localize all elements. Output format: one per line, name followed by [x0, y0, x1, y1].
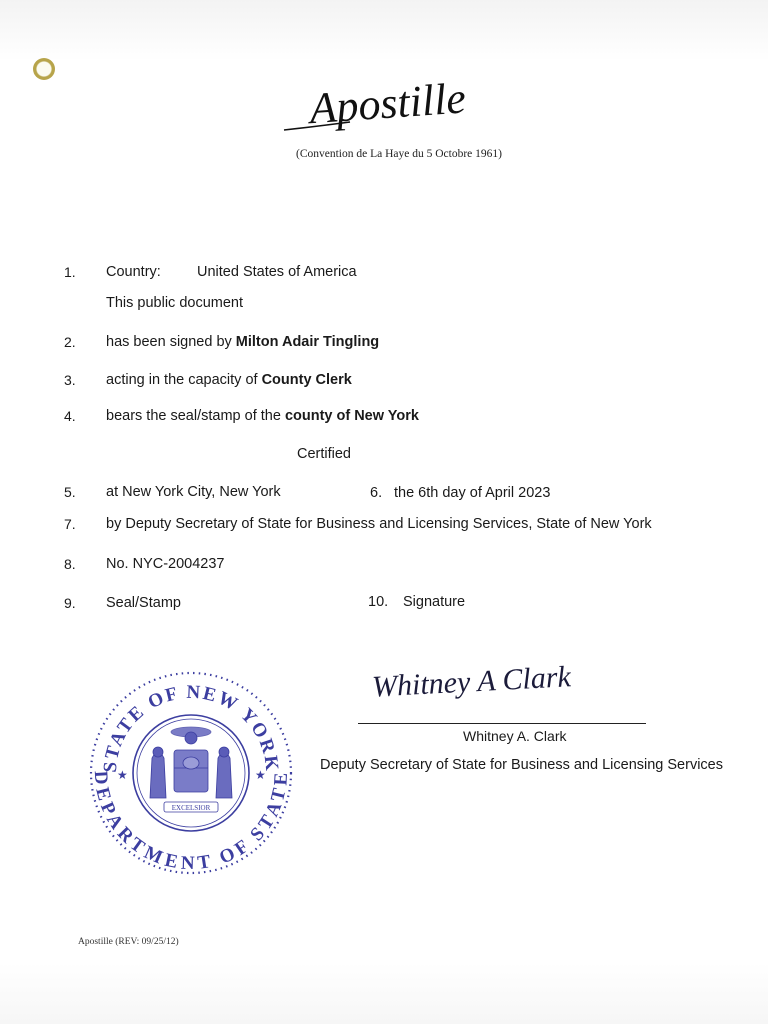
seal-stamp-label: bears the seal/stamp of the: [106, 408, 285, 424]
certified-heading: Certified: [297, 446, 351, 462]
svg-text:DEPARTMENT OF STATE: DEPARTMENT OF STATE: [89, 770, 293, 874]
signer-name-bold: Milton Adair Tingling: [235, 334, 380, 350]
signer-name: Whitney A. Clark: [463, 728, 567, 744]
svg-text:Apostille: Apostille: [307, 73, 468, 134]
item-number: 3.: [64, 372, 76, 388]
svg-text:★: ★: [255, 768, 266, 782]
item-number: 1.: [64, 264, 76, 280]
revision-note: Apostille (REV: 09/25/12): [78, 937, 179, 947]
item-number: 9.: [64, 595, 76, 611]
svg-text:★: ★: [117, 768, 128, 782]
svg-text:Whitney A Clark: Whitney A Clark: [371, 660, 572, 704]
country-label: Country:: [106, 264, 161, 280]
svg-text:EXCELSIOR: EXCELSIOR: [171, 804, 211, 812]
capacity-value: County Clerk: [261, 372, 352, 388]
item-number: 2.: [64, 334, 76, 350]
signed-by-line: [106, 334, 379, 350]
capacity-label: acting in the capacity of: [106, 372, 262, 388]
item-number: 5.: [64, 484, 76, 500]
item-number: 4.: [64, 408, 76, 424]
item-number: 8.: [64, 556, 76, 572]
authority-line: by Deputy Secretary of State for Business and Licensing Services, State of New York: [106, 516, 652, 532]
seal-stamp-line: [106, 408, 419, 424]
country-value: United States of America: [197, 264, 357, 280]
item-number: 10.: [368, 594, 389, 610]
place-line: at New York City, New York: [106, 484, 281, 500]
signed-by-label: has been signed by: [106, 334, 236, 350]
signer-title: Deputy Secretary of State for Business and Licensing Services: [320, 757, 723, 773]
date-line: the 6th day of April 2023: [394, 485, 551, 501]
public-document-line: This public document: [106, 295, 244, 311]
item-number: 7.: [64, 516, 76, 532]
convention-subtitle: (Convention de La Haye du 5 Octobre 1961): [296, 148, 502, 160]
signature-line: [358, 723, 646, 724]
certificate-number: No. NYC-2004237: [106, 556, 225, 572]
seal-stamp-value: county of New York: [284, 408, 419, 424]
document-title: [280, 72, 490, 142]
signature-heading: Signature: [403, 594, 466, 610]
svg-text:STATE OF NEW YORK: STATE OF NEW YORK: [99, 681, 283, 774]
item-number: 6.: [370, 485, 383, 501]
punch-hole-icon: [33, 58, 55, 80]
state-seal: [86, 668, 296, 878]
seal-stamp-heading: Seal/Stamp: [106, 595, 181, 611]
handwritten-signature: [368, 652, 628, 712]
capacity-line: [106, 372, 352, 388]
